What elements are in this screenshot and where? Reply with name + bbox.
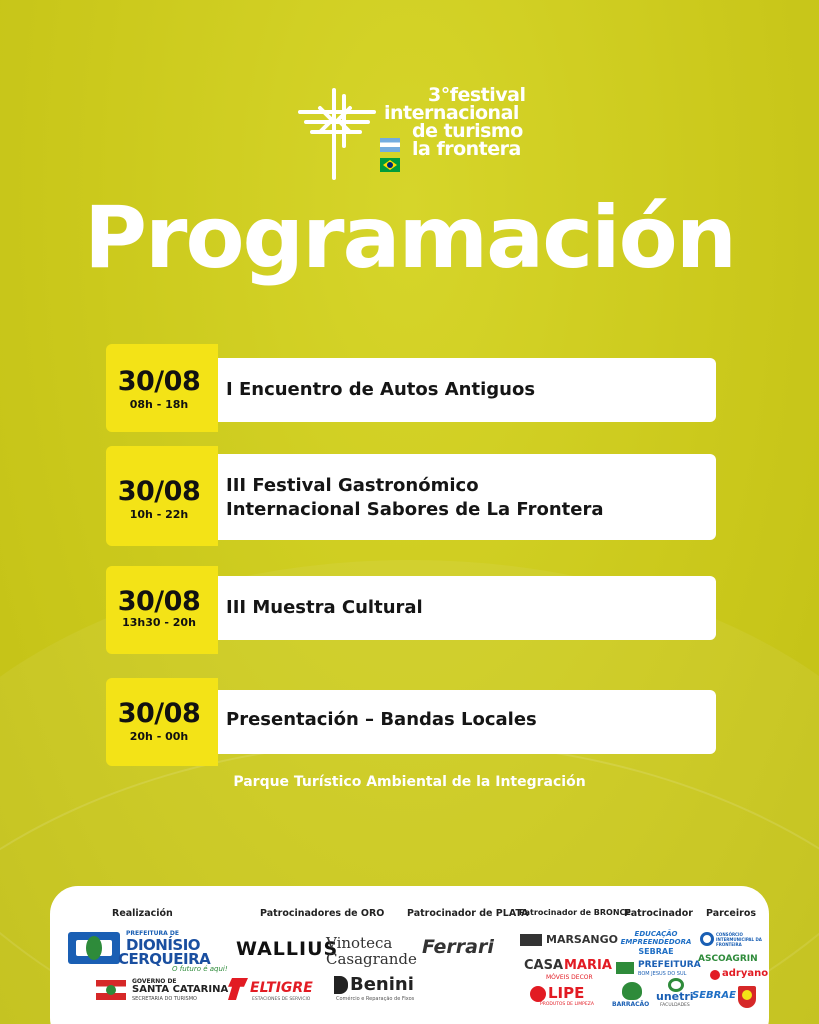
event-hours: 10h - 22h [129,508,189,521]
maria-label: MARIA [564,958,612,973]
bom-jesus-flag-icon [616,962,634,974]
flag-emblem-icon [68,932,120,964]
lipe-logo [530,984,600,1010]
barracao-label: BARRACÃO [612,1001,650,1008]
vinoteca-line-1: Vinoteca [326,934,393,952]
oro-header: Patrocinadores de ORO [260,908,385,919]
eltigre-sub: ESTACIONES DE SERVICIO [252,997,311,1002]
patrocinador-header: Patrocinador [624,908,693,919]
ascoagrin-logo: ASCOAGRIN [698,954,758,964]
eltigre-mark-icon [228,978,248,1000]
realizacion-header: Realización [112,908,173,919]
consorcio-mark-icon [700,932,714,946]
page-title: Programación [84,188,735,288]
date-tab [106,344,218,432]
coat-of-arms-icon [738,986,756,1008]
benini-label: Benini [350,974,414,995]
lipe-label: LIPE [548,984,585,1002]
faculdades-label: FACULDADES [660,1003,690,1008]
casa-maria-sub: MÓVEIS DECOR [546,974,593,981]
date-tab [106,446,218,546]
dionisio-cerqueira-logo [68,930,228,973]
bom-jesus-label: BOM JESUS DO SUL [638,971,687,977]
event-item [106,678,716,766]
prefeitura-small: PREFEITURA DE [126,930,179,937]
vinoteca-line-2: Casagrande [326,950,417,968]
adryano-label: adryano [722,968,769,979]
sebrae-partner-logo: SEBRAE [692,990,736,1001]
plata-header: Patrocinador de PLATA [407,908,529,919]
bronce-header: Patrocinador de BRONCE [519,908,631,917]
educacao-line-2: EMPREENDEDORA [620,938,692,946]
barracao-logo [612,982,656,1012]
festival-logo [298,86,538,182]
festival-name [384,86,526,158]
event-hours: 08h - 18h [129,398,189,411]
event-title: III Muestra Cultural [226,597,423,618]
event-title-emphasis: Bandas Locales [380,709,537,730]
santa-catarina-logo [96,978,229,1008]
marsango-logo [520,932,618,950]
event-title-prefix: Presentación – [226,709,381,730]
cross-logo-icon [298,86,378,182]
dionisio-line-1: DIONÍSIO [126,936,201,954]
brazil-flag-icon [380,158,400,172]
event-date: 30/08 [117,586,201,617]
dionisio-line-2: CERQUEIRA [118,950,211,968]
consorcio-label: CONSÓRCIO INTERMUNICIPAL DA FRONTEIRA [716,932,762,947]
wallius-logo: WALLIUS [236,938,339,960]
event-title [226,708,537,732]
ferrari-logo: Ferrari [422,936,494,958]
eltigre-logo [228,978,332,1004]
adryano-mark-icon [710,970,720,980]
event-title-line-2: Internacional Sabores de La Frontera [226,499,604,520]
unetri-label: unetri [656,990,694,1003]
marsango-mark-icon [520,934,542,946]
event-date: 30/08 [117,366,201,397]
festival-line-4: la frontera [412,138,521,160]
venue-label: Parque Turístico Ambiental de la Integración [233,774,586,790]
educacao-empreendedora-logo [616,930,696,960]
event-title [226,474,603,522]
event-item [106,446,716,546]
benini-mark-icon [334,976,348,994]
marsango-label: MARSANGO [546,933,618,946]
casa-label: CASA [524,958,564,973]
lipe-sub: PRODUTOS DE LIMPEZA [540,1002,594,1007]
consorcio-logo [700,930,766,950]
sc-flag-icon [96,980,126,1000]
secretaria-label: SECRETARIA DO TURISMO [132,996,197,1002]
santa-catarina-label: SANTA CATARINA [132,984,229,995]
governo-label: GOVERNO DE [132,978,177,985]
benini-logo [334,974,424,1004]
argentina-flag-icon [380,138,400,152]
festival-line-1: 3°festival [428,84,526,106]
lipe-mark-icon [530,986,546,1002]
dionisio-slogan: O futuro é aqui! [172,965,228,973]
date-tab [106,678,218,766]
sebrae-label: SEBRAE [638,947,674,956]
festival-line-3: de turismo [412,120,523,142]
date-tab [106,566,218,654]
benini-sub: Comércio e Reparação de Fixos [336,996,415,1002]
educacao-line-1: EDUCAÇÃO [634,930,678,938]
event-item [106,344,716,432]
eltigre-label: ELTIGRE [250,980,313,996]
parceiros-header: Parceiros [706,908,757,919]
event-hours: 13h30 - 20h [122,616,196,629]
event-item [106,566,716,654]
barracao-mark-icon [622,982,642,1000]
sponsors-panel [50,886,769,1024]
event-hours: 20h - 00h [129,730,189,743]
casa-maria-logo [524,958,614,984]
event-title-line-1: III Festival Gastronómico [226,475,479,496]
prefeitura-label: PREFEITURA [638,960,701,970]
event-date: 30/08 [117,476,201,507]
festival-line-2: internacional [384,102,519,124]
event-title: I Encuentro de Autos Antiguos [226,379,536,400]
event-date: 30/08 [117,698,201,729]
adryano-logo [710,968,770,982]
